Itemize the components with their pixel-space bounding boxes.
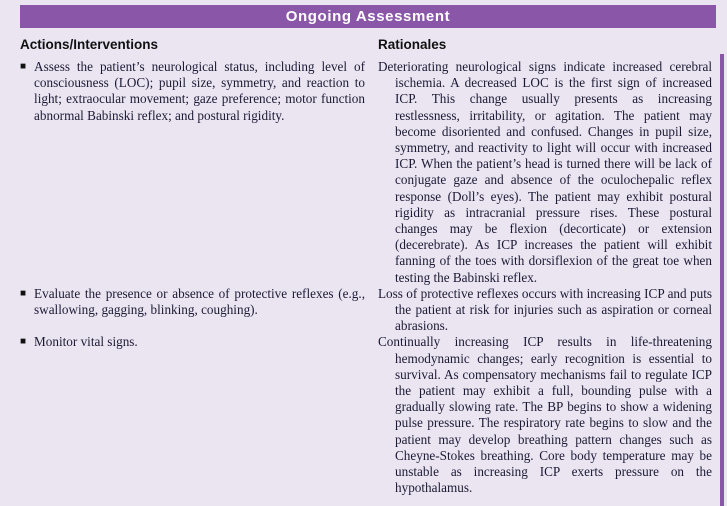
action-item-text: Evaluate the presence or absence of protective reflexes (e.g., swallowing, gagging, blinking, coughing). xyxy=(34,285,365,318)
column-header-actions: Actions/Interventions xyxy=(20,37,159,52)
action-item xyxy=(20,59,365,124)
bullet-square-icon: ■ xyxy=(20,61,27,72)
bullet-square-icon: ■ xyxy=(20,287,27,299)
bullet-square-icon: ■ xyxy=(20,336,27,348)
column-header-rationales: Rationales xyxy=(378,37,447,52)
action-item xyxy=(20,334,365,350)
right-border-rule xyxy=(720,54,724,506)
action-item-text: Assess the patient’s neurological status, including level of consciousness (LOC); pupil size, symmetry, and reaction to light; extraocular movement; gaze preference; motor function abnormal Babinski reflex; and postural rigidity. xyxy=(34,59,365,123)
action-item-text: Monitor vital signs. xyxy=(34,334,138,350)
rationale-paragraph: Loss of protective reflexes occurs with increasing ICP and puts the patient at risk for injuries such as aspiration or corneal abrasions. xyxy=(378,285,712,334)
rationale-paragraph: Deteriorating neurological signs indicate increased cerebral ischemia. A decreased LOC is the first sign of increased ICP. This change usually presents as increasing restlessness, irritability, or agitation. The patient may become disoriented and confused. Changes in pupil size, symmetry, and reactivity to light will occur with increased ICP. When the patient’s head is turned there will be lack of conjugate gaze and absence of the oculochepalic reflex response (Doll’s eyes). The patient may exhibit postural rigidity as intracranial pressure rises. These postural changes may be flexion (decorticate) or extension (decerebrate). As ICP increases the patient will exhibit fanning of the toes with dorsiflexion of the great toe when testing the Babinski reflex. xyxy=(378,59,712,285)
action-item xyxy=(20,286,365,318)
table-title: Ongoing Assessment xyxy=(285,8,451,25)
assessment-table-grid xyxy=(0,28,727,496)
rationale-paragraph: Continually increasing ICP results in life-threatening hemodynamic changes; early recognition is essential to survival. As compensatory mechanisms fail to regulate ICP the patient may exhibit a full, bounding pulse with a gradually slowing rate. The BP begins to show a widening pulse pressure. The respiratory rate begins to slow and the patient may develop breathing pattern changes such as Cheyne-Stokes breathing. Core body temperature may be unstable as increasing ICP exerts pressure on the hypothalamus. xyxy=(378,334,712,496)
table-title-bar xyxy=(20,5,716,28)
